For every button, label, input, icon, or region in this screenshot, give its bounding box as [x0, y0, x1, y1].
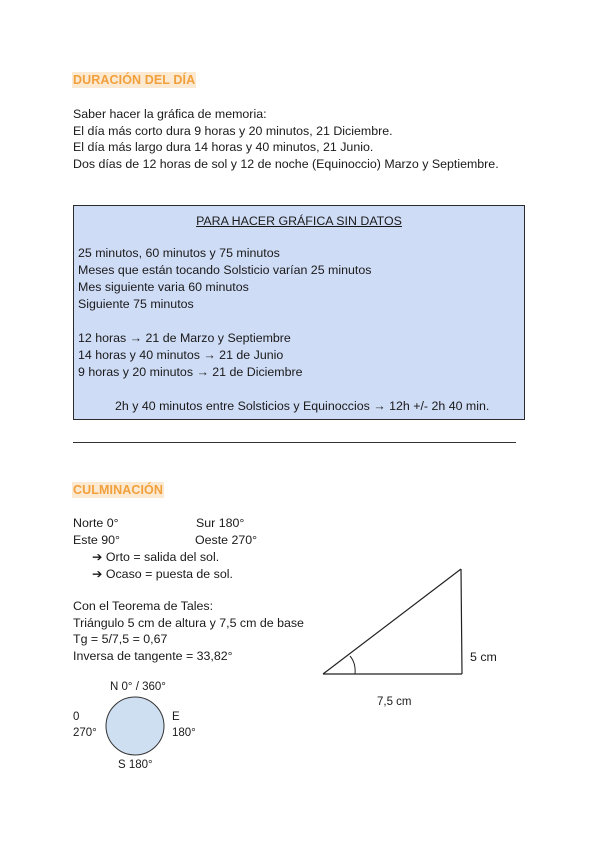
- box-title: PARA HACER GRÁFICA SIN DATOS: [196, 214, 402, 228]
- section-heading-culminacion: CULMINACIÓN: [73, 483, 163, 497]
- compass-north-label: N 0° / 360°: [110, 681, 166, 693]
- text-line: Inversa de tangente = 33,82°: [73, 648, 233, 663]
- grafica-info-box: [73, 205, 525, 420]
- box-footer: 2h y 40 minutos entre Solsticios y Equinoccios → 12h +/- 2h 40 min.: [115, 399, 490, 413]
- arrow-bullet-icon: ➔: [92, 567, 103, 581]
- label-este: Este 90°: [73, 533, 120, 547]
- text-line: Triángulo 5 cm de altura y 7,5 cm de base: [73, 615, 304, 630]
- bullet-text: Ocaso = puesta de sol.: [105, 567, 233, 581]
- text-line: El día más corto dura 9 horas y 20 minutos, 21 Diciembre.: [73, 123, 393, 138]
- label-norte: Norte 0°: [73, 516, 119, 530]
- bullet-item: [92, 549, 219, 564]
- box-line: 12 horas → 21 de Marzo y Septiembre: [78, 331, 291, 345]
- angle-arc: [350, 656, 355, 674]
- box-line: 14 horas y 40 minutos → 21 de Junio: [78, 348, 284, 362]
- compass-west-bottom-label: 270°: [73, 727, 97, 739]
- section-heading-duracion: DURACIÓN DEL DÍA: [73, 73, 196, 87]
- box-line: Mes siguiente varia 60 minutos: [78, 280, 249, 294]
- compass-west-top-label: 0: [73, 711, 80, 723]
- box-line: Meses que están tocando Solsticio varían 25 minutos: [78, 263, 372, 277]
- label-sur: Sur 180°: [196, 516, 245, 530]
- paragraph-tales: [73, 598, 304, 664]
- text-line: Dos días de 12 horas de sol y 12 de noche (Equinoccio) Marzo y Septiembre.: [73, 156, 499, 171]
- paragraph-duracion: [73, 106, 499, 172]
- box-line: 25 minutos, 60 minutos y 75 minutos: [78, 246, 280, 260]
- compass-circle: [104, 695, 166, 757]
- arrow-bullet-icon: ➔: [92, 550, 103, 564]
- triangle-base-label: 7,5 cm: [377, 696, 412, 708]
- text-line: Saber hacer la gráfica de memoria:: [73, 107, 267, 121]
- text-line: Con el Teorema de Tales:: [73, 599, 214, 613]
- compass-south-label: S 180°: [118, 759, 153, 771]
- text-line: El día más largo dura 14 horas y 40 minutos, 21 Junio.: [73, 140, 374, 155]
- compass-east-top-label: E: [172, 711, 180, 723]
- label-oeste: Oeste 270°: [195, 533, 258, 547]
- bullet-text: Orto = salida del sol.: [105, 550, 220, 564]
- compass-east-bottom-label: 180°: [172, 727, 196, 739]
- horizontal-divider: [73, 442, 516, 443]
- bullet-item: [92, 566, 233, 581]
- box-line: Siguiente 75 minutos: [78, 297, 194, 311]
- box-line: 9 horas y 20 minutos → 21 de Diciembre: [78, 365, 303, 379]
- triangle-hypotenuse: [323, 569, 461, 674]
- triangle-height: [461, 569, 462, 674]
- triangle-height-label: 5 cm: [470, 650, 497, 664]
- text-line: Tg = 5/7,5 = 0,67: [73, 632, 168, 647]
- compass-circle-shape: [106, 697, 164, 755]
